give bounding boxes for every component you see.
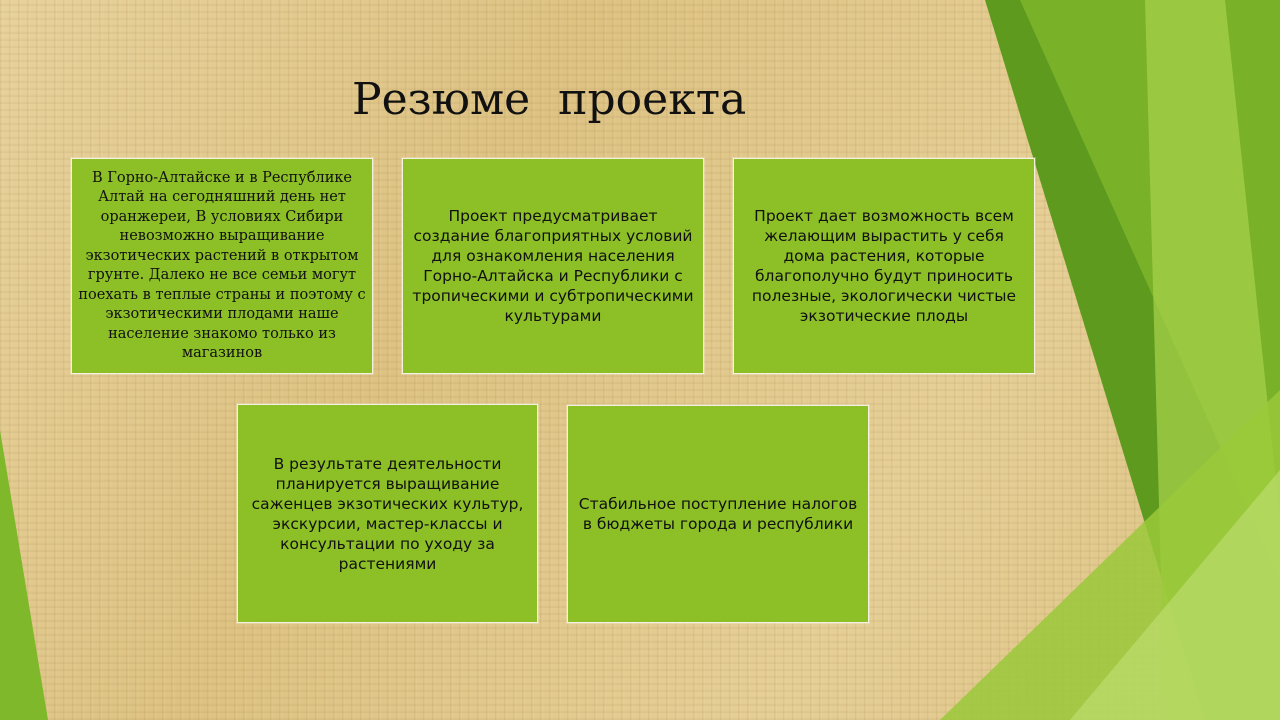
summary-box-text: Проект дает возможность всем желающим вырастить у себя дома растения, которые благополучно будут приносить полезные, экологически чистые экзотические плоды xyxy=(751,207,1017,325)
summary-box-project-goal xyxy=(402,158,704,374)
summary-box-current-situation xyxy=(71,158,373,374)
summary-box-text: Проект предусматривает создание благоприятных условий для ознакомления населения Горно-Алтайска и Республики с тропическими и субтропическими культурами xyxy=(412,207,694,325)
summary-box-text: Стабильное поступление налогов в бюджеты города и республики xyxy=(578,495,858,533)
slide-title: Резюме проекта xyxy=(352,74,747,125)
left-green-shape xyxy=(0,430,48,720)
summary-box-text: В результате деятельности планируется выращивание саженцев экзотических культур, экскурсии, мастер-классы и консультации по уходу за растениями xyxy=(251,454,524,573)
summary-box-taxes xyxy=(567,405,869,623)
summary-box-text: В Горно-Алтайске и в Республике Алтай на сегодняшний день нет оранжереи, В условиях Сибири невозможно выращивание экзотических растений в открытом грунте. Далеко не все семьи могут поехать в теплые страны и поэтому с экзотическими плодами наше население знакомо только из магазинов xyxy=(78,169,366,361)
summary-box-opportunity xyxy=(733,158,1035,374)
summary-box-results xyxy=(237,404,538,623)
